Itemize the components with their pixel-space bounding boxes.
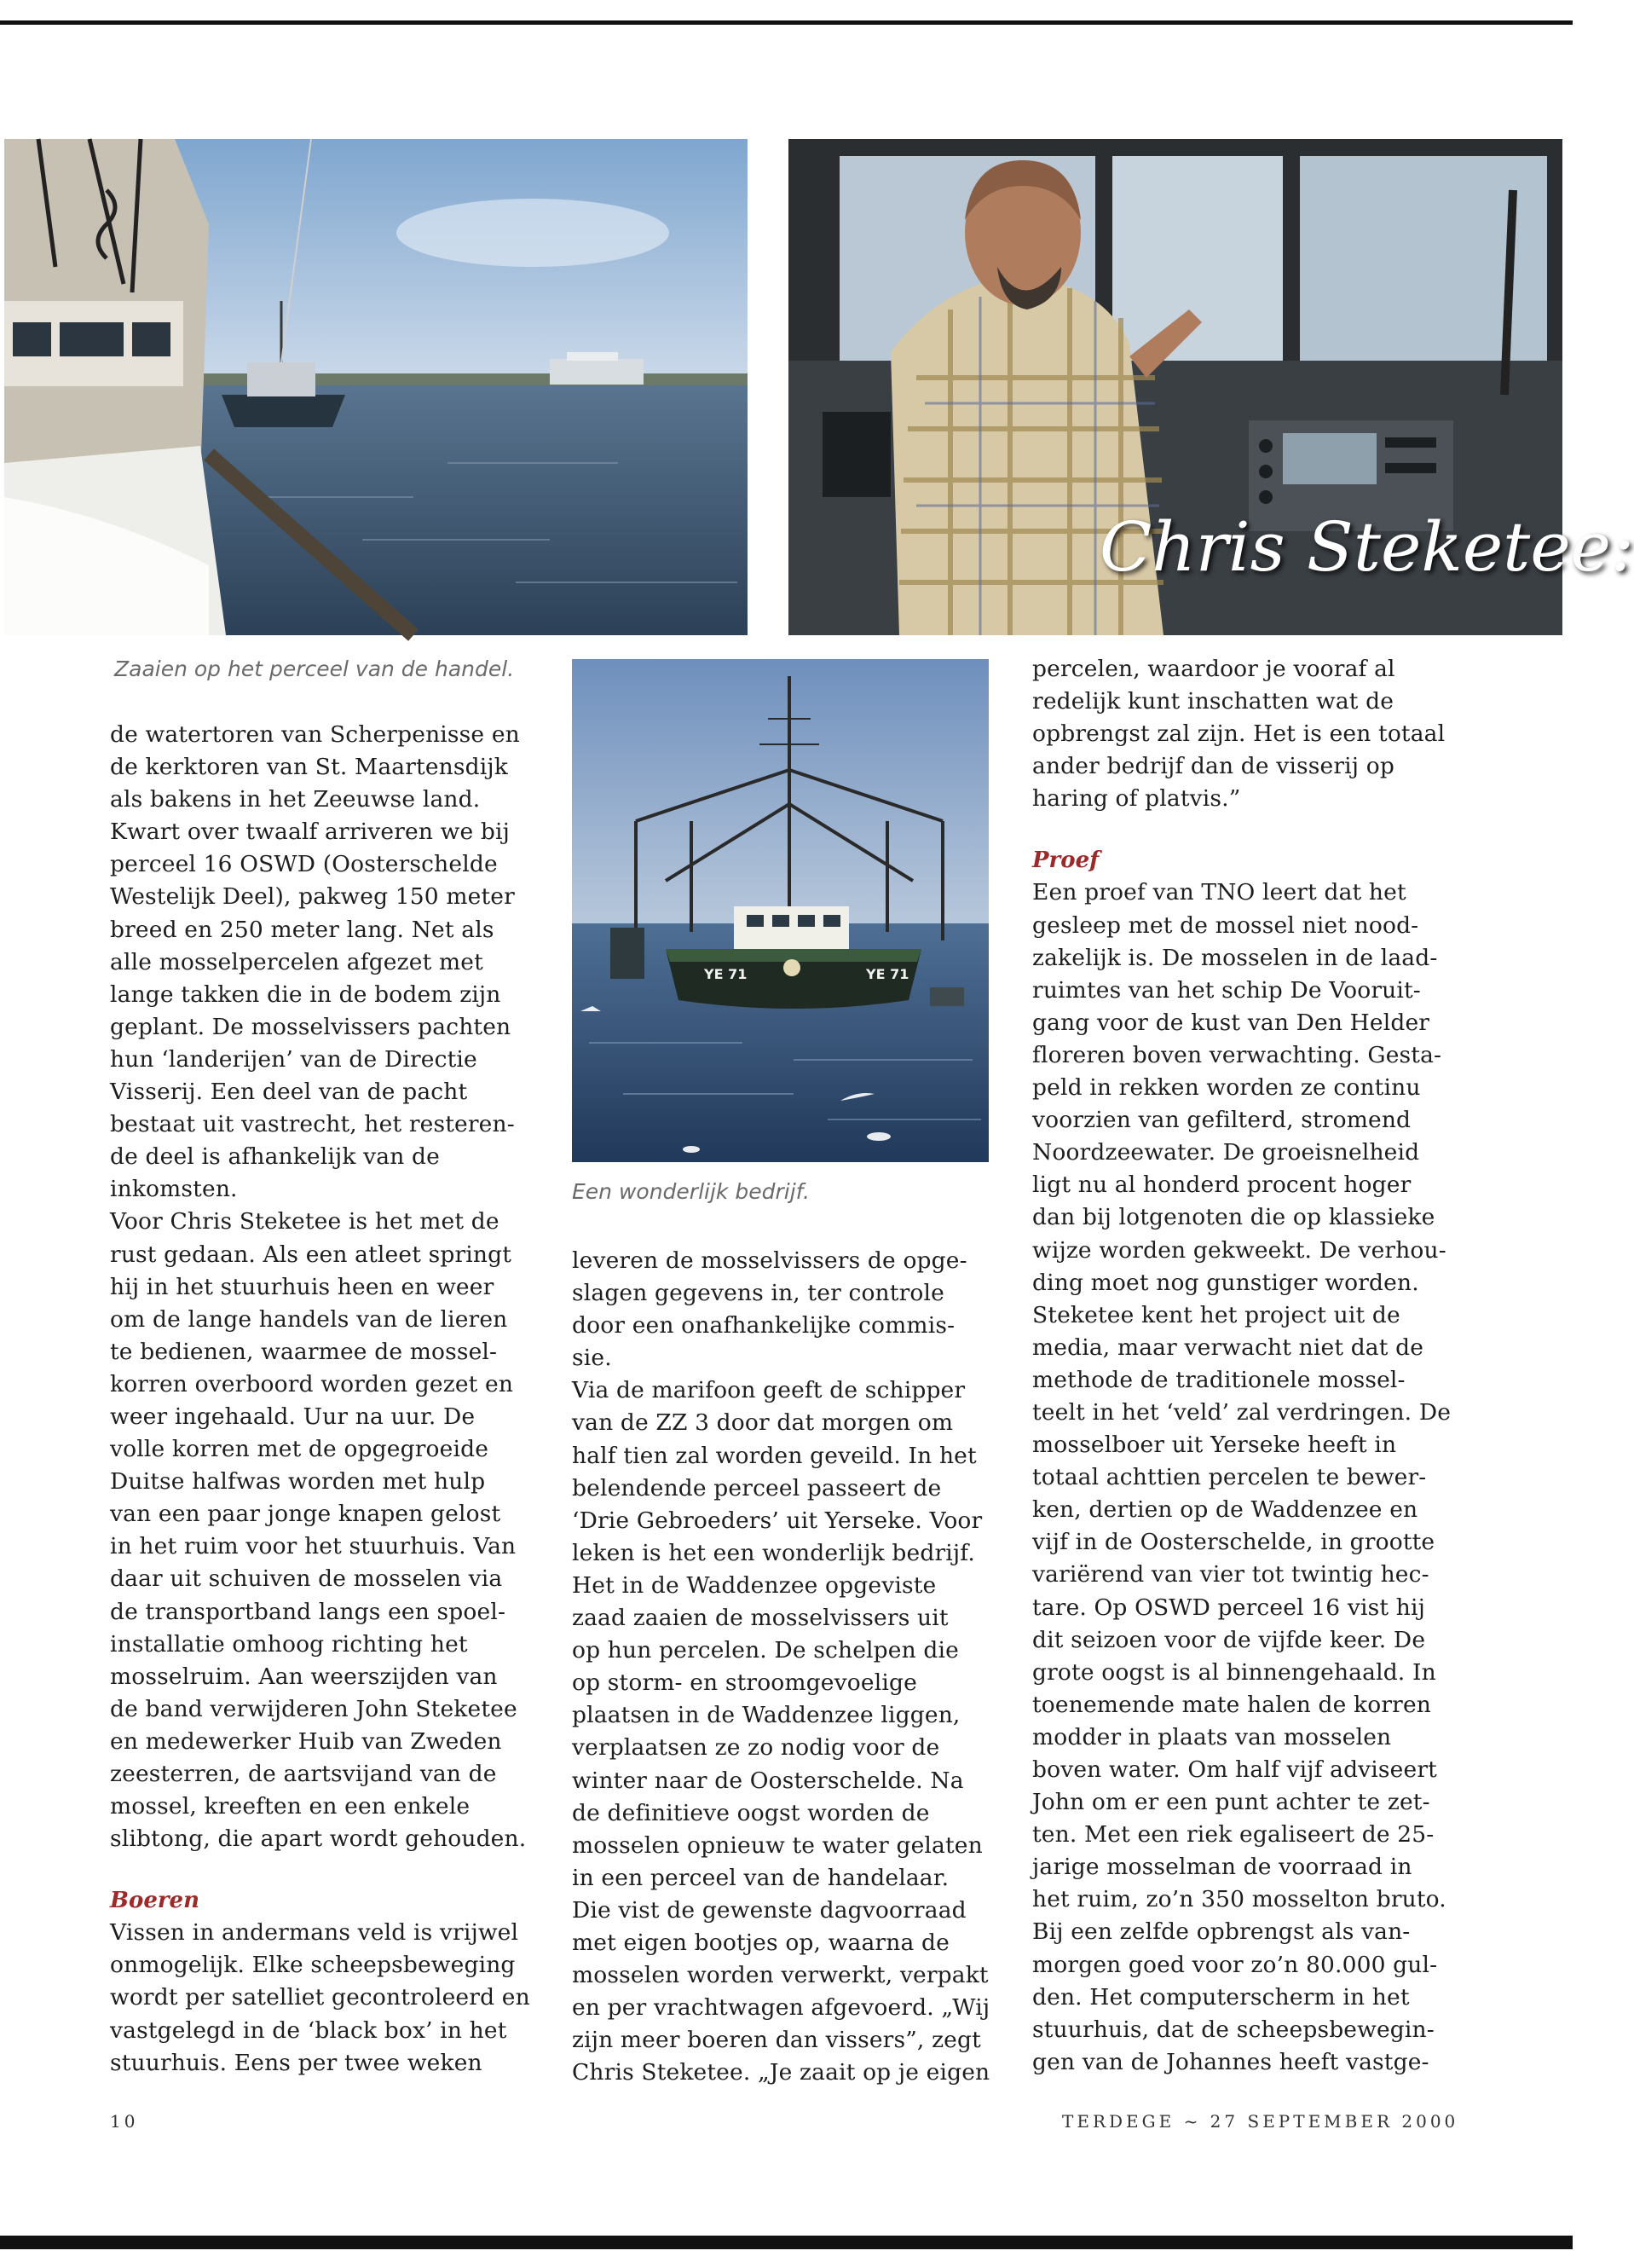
bottom-border bbox=[0, 2236, 1573, 2249]
harbor-photo bbox=[4, 139, 748, 635]
paragraph-left-2: Voor Chris Steketee is het met de rust gedaan. Als een atleet springt hij in het stuurhuis heen en weer om de lange handels van de lieren te bedienen, waarmee de mossel- korren overboord worden gezet en weer ingehaald. Uur na uur. De volle korren met de opgegroeide Duitse halfwas worden met hulp van een paar jonge knapen gelost in het ruim voor het stuurhuis. Van daar uit schuiven de mosselen via de transportband langs een spoel- installatie omhoog richting het mosselruim. Aan weerszijden van de band verwijderen John Steketee en medewerker Huib van Zweden zeesterren, de aartsvijand van de mossel, kreeften en een enkele slibtong, die apart wordt gehouden. bbox=[110, 1208, 527, 1853]
article-title: Chris Steketee: bbox=[1100, 507, 1634, 587]
hull-registration-left: YE 71 bbox=[704, 966, 748, 982]
column-middle bbox=[572, 1245, 990, 2089]
mussel-boat-photo bbox=[572, 659, 989, 1162]
paragraph-right-1: percelen, waardoor je vooraf al redelijk kunt inschatten wat de opbrengst zal zijn. Het is een totaal ander bedrijf dan de visserij op haring of platvis.” bbox=[1032, 656, 1446, 813]
paragraph-middle-2: Via de marifoon geeft de schipper van de ZZ 3 door dat morgen om half tien zal worden geveild. In het belendende perceel passeert de ‘Drie Gebroeders’ uit Yerseke. Voor leken is het een wonderlijk bedrijf. Het in de Waddenzee opgeviste zaad zaaien de mosselvissers uit op hun percelen. De schelpen die op storm- en stroomgevoelige plaatsen in de Waddenzee liggen, verplaatsen ze zo nodig voor de winter naar de Oosterschelde. Na de definitieve oogst worden de mosselen opnieuw te water gelaten in een perceel van de handelaar. Die vist de gewenste dagvoorraad met eigen bootjes op, waarna de mosselen worden verwerkt, verpakt en per vrachtwagen afgevoerd. „Wij zijn meer boeren dan vissers”, zegt Chris Steketee. „Je zaait op je eigen bbox=[572, 1377, 990, 2086]
paragraph-left-1: de watertoren van Scherpenisse en de kerktoren van St. Maartensdijk als bakens in het Zeeuwse land. Kwart over twaalf arriveren we bij perceel 16 OSWD (Oosterschelde Westelijk Deel), pakweg 150 meter breed en 250 meter lang. Net als alle mosselpercelen afgezet met lange takken die in de bodem zijn geplant. De mosselvissers pachten hun ‘landerijen’ van de Directie Visserij. Een deel van de pacht bestaat uit vastrecht, het resteren- de deel is afhankelijk van de inkomsten. bbox=[110, 721, 520, 1203]
heading-proef: Proef bbox=[1032, 848, 1100, 874]
hull-registration-right: YE 71 bbox=[866, 966, 909, 982]
harbor-caption: Zaaien op het perceel van de handel. bbox=[114, 657, 515, 681]
paragraph-left-3: Vissen in andermans veld is vrijwel onmogelijk. Elke scheepsbeweging wordt per satelliet gecontroleerd en vastgelegd in de ‘black box’ in het stuurhuis. Eens per twee weken bbox=[110, 1919, 530, 2076]
page-number: 10 bbox=[110, 2111, 139, 2132]
heading-boeren: Boeren bbox=[110, 1888, 200, 1914]
boat-caption: Een wonderlijk bedrijf. bbox=[572, 1179, 810, 1204]
paragraph-middle-1: leveren de mosselvissers de opge- slagen gegevens in, ter controle door een onafhankelijke commis- sie. bbox=[572, 1247, 967, 1372]
column-left bbox=[110, 719, 530, 2080]
column-right bbox=[1032, 653, 1451, 2079]
top-border bbox=[0, 20, 1573, 25]
publication-footer: TERDEGE ~ 27 SEPTEMBER 2000 bbox=[1062, 2111, 1459, 2132]
paragraph-right-2: Een proef van TNO leert dat het gesleep met de mossel niet nood- zakelijk is. De mosselen in de laad- ruimtes van het schip De Vooruit- gang voor de kust van Den Helder floreren boven verwachting. Gesta- peld in rekken worden ze continu voorzien van gefilterd, stromend Noordzeewater. De groeisnelheid ligt nu al honderd procent hoger dan bij lotgenoten die op klassieke wijze worden gekweekt. De verhou- ding moet nog gunstiger worden. Steketee kent het project uit de media, maar verwacht niet dat de methode de traditionele mossel- teelt in het ‘veld’ zal verdringen. De mosselboer uit Yerseke heeft in totaal achttien percelen te bewer- ken, dertien op de Waddenzee en vijf in de Oosterschelde, in grootte variërend van vier tot twintig hec- tare. Op OSWD perceel 16 vist hij dit seizoen voor de vijfde keer. De grote oogst is al binnengehaald. In toenemende mate halen de korren modder in plaats van mosselen boven water. Om half vijf adviseert John om er een punt achter te zet- ten. Met een riek egaliseert de 25- jarige mosselman de voorraad in het ruim, zo’n 350 mosselton bruto. Bij een zelfde opbrengst als van- morgen goed voor zo’n 80.000 gul- den. Het computerscherm in het stuurhuis, dat de scheepsbewegin- gen van de Johannes heeft vastge- bbox=[1032, 879, 1452, 2075]
